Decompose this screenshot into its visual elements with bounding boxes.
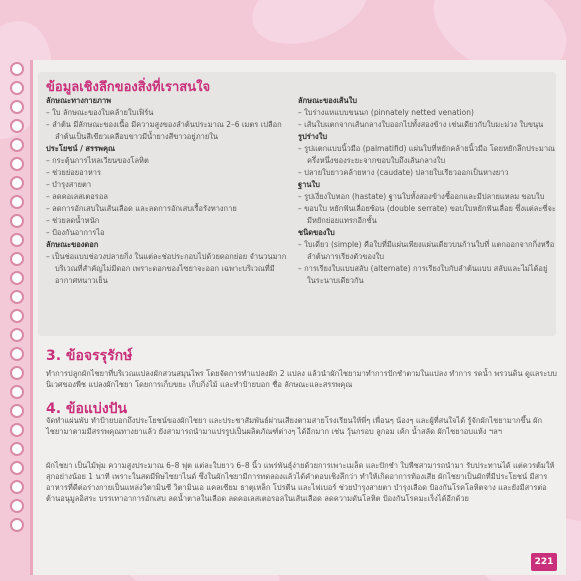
section-4-text-2: ผักไชยา เป็นไม้พุ่ม ความสูงประมาณ 6–8 ฟุต แต่ละใบยาว 6–8 นิ้ว แพร่พันธุ์ง่ายด้วยการเพาะเมล็ด และปักชำ ใบพืชสามารถนำมา รับประทานได้ แต่ควรต้มให้สุกอย่างน้อย 1 นาที เพราะในสดมีพิษไซยาไนด์ ซึ่งในผักไชยามีการทดลองแล้วได้คำตอบเชิงลึกว่า ทำให้เกิดอาการท้องเสีย ผักไชยาเป็นผักที่มีประโยชน์ มีสารอาหารที่ดีต่อร่างกายเป็นแหล่งวิตามินซี วิตามินเอ แคลเซียม ธาตุเหล็ก โปรตีน และไฟเบอร์ ช่วยบำรุงสายตา บำรุงเลือด ป้องกันโรคโลหิตจาง และยังมีสารต่อต้านอนุมูลอิสระ บรรเทาอาการอักเสบ ลดน้ำตาลในเลือด ลดคอเลสเตอรอลในเส้นเลือด ลดความดันโลหิต ป้องกันโรคมะเร็งได้อีกด้วย: [46, 461, 555, 503]
base-header: ฐานใบ: [298, 180, 320, 189]
right-column: [298, 95, 556, 287]
vein-header: ลักษณะของเส้นใบ: [298, 96, 358, 105]
list-item: – ใบ ลักษณะของใบคล้ายใบเฟิร์น: [46, 108, 154, 117]
type-header: ชนิดของใบ: [298, 228, 335, 237]
list-item: – ลดคอเลสเตอรอล: [46, 192, 108, 201]
general-header: ลักษณะทางกายภาพ: [46, 96, 112, 105]
section-4-title: 4. ข้อแบ่งปัน: [46, 401, 128, 417]
flower-header: ลักษณะของดอก: [46, 240, 99, 249]
shape-header: รูปร่างใบ: [298, 132, 328, 141]
list-item: – เส้นใบแตกจากเส้นกลางใบออกไปทั้งสองข้าง เช่นเดียวกับใบมะม่วง ใบขนุน: [298, 120, 544, 129]
list-item: – กระตุ้นการไหลเวียนของโลหิต: [46, 156, 149, 165]
page-number: 221: [531, 553, 557, 571]
section-main-title: ข้อมูลเชิงลึกของสิ่งที่เราสนใจ: [46, 80, 211, 95]
list-item: – รูปเงี่ยงใบหอก (hastate) ฐานใบทั้งสองข้างชี้ออกและมีปลายแหลม ขอบใบ: [298, 192, 545, 201]
list-item: – เป็นช่อแบบช่อวงปลายกิ่ง ในแต่ละช่อประกอบไปด้วยดอกย่อย จำนวนมากบริเวณที่สำคัญไม่มีดอก เพราะดอกของไซยาจะออก เฉพาะบริเวณที่มีอากาศหนาวเย็น: [46, 252, 287, 285]
list-item: – ขอบใบ หยักฟันเลื่อยซ้อน (double serrate) ขอบใบหยักฟันเลื่อย ซึ่งแต่ละซี่จะมีหยักย่อยแทรกอีกชั้น: [298, 204, 556, 225]
notebook-spiral-binding: [6, 62, 28, 562]
list-item: – ใบร่างแหแบบขนนก (pinnately netted venation): [298, 108, 474, 117]
list-item: – ใบเดี่ยว (simple) คือใบที่มีแผ่นเพียงแผ่นเดียวบนก้านใบที่ แตกออกจากกิ่งหรือลำต้นการเรียงตัวของใบ: [298, 240, 555, 261]
list-item: – ป้องกันอาการไอ: [46, 228, 105, 237]
list-item: – การเรียงใบแบบสลับ (alternate) การเรียงใบกับลำต้นแบบ สลับและไม่ได้อยู่ในระนาบเดียวกัน: [298, 264, 548, 285]
decorative-flower: [242, 0, 379, 58]
list-item: – บำรุงสายตา: [46, 180, 92, 189]
list-item: – ช่วยลดน้ำหนัก: [46, 216, 100, 225]
section-3-text: ทำการปลูกผักไชยาที่บริเวณแปลงผักสวนสมุนไพร โดยจัดการทำแปลงผัก 2 แปลง แล้วนำผักไชยามาทำการปักชำตามในแปลง ทำการ รดน้ำ พรวนดิน ดูแลระบบนิเวศของพืช แปลงผักไชยา โดยการเก็บขยะ เก็บกิ่งไม้ และทำป้ายบอก ชื่อ ลักษณะและสรรพคุณ: [46, 369, 557, 389]
list-item: – ลดการอักเสบในเส้นเลือด และลดการอักเสบเรื้อรังทางกาย: [46, 204, 237, 213]
list-item: – ลำต้น มีลักษณะของเนื้อ มีความสูงของลำต้นประมาณ 2–6 เมตร เปลือกลำต้นเป็นสีเขียวเคลือบขาวมีน้ำยางสีขาวอยู่ภายใน: [46, 120, 282, 141]
list-item: – ช่วยย่อยอาหาร: [46, 168, 102, 177]
benefits-header: ประโยชน์ / สรรพคุณ: [46, 144, 115, 153]
section-4-text-1: จัดทำแผ่นพับ ทำป้ายบอกถึงประโยชน์ของผักไชยา และประชาสัมพันธ์ผ่านเสียงตามสายโรงเรียนให้พี่ๆ เพื่อนๆ น้องๆ และผู้ที่สนใจได้ รู้จักผักไชยามากขึ้น ผักไชยามาตามมีสรรพคุณทางยาแล้ว ยังสามารถนำมาแปรรูปเป็นผลิตภัณฑ์ต่างๆ ได้อีกมาก เช่น วุ้นกรอบ ลูกอม เค้ก น้ำสลัด ผักไชยาอบแห้ง ฯลฯ: [46, 416, 543, 436]
section-3-title: 3. ข้อจรรุรักษ์: [46, 348, 133, 364]
list-item: – ปลายใบยาวคล้ายหาง (caudate) ปลายใบเรียวออกเป็นหางยาว: [298, 168, 509, 177]
left-column: [46, 95, 288, 287]
list-item: – รูปแตกแบบนิ้วมือ (palmatifid) แผ่นใบที่หยักคล้ายนิ้วมือ โดยหยักลึกประมาณครึ่งหนึ่งของระยะจากขอบใบถึงเส้นกลางใบ: [298, 144, 556, 165]
